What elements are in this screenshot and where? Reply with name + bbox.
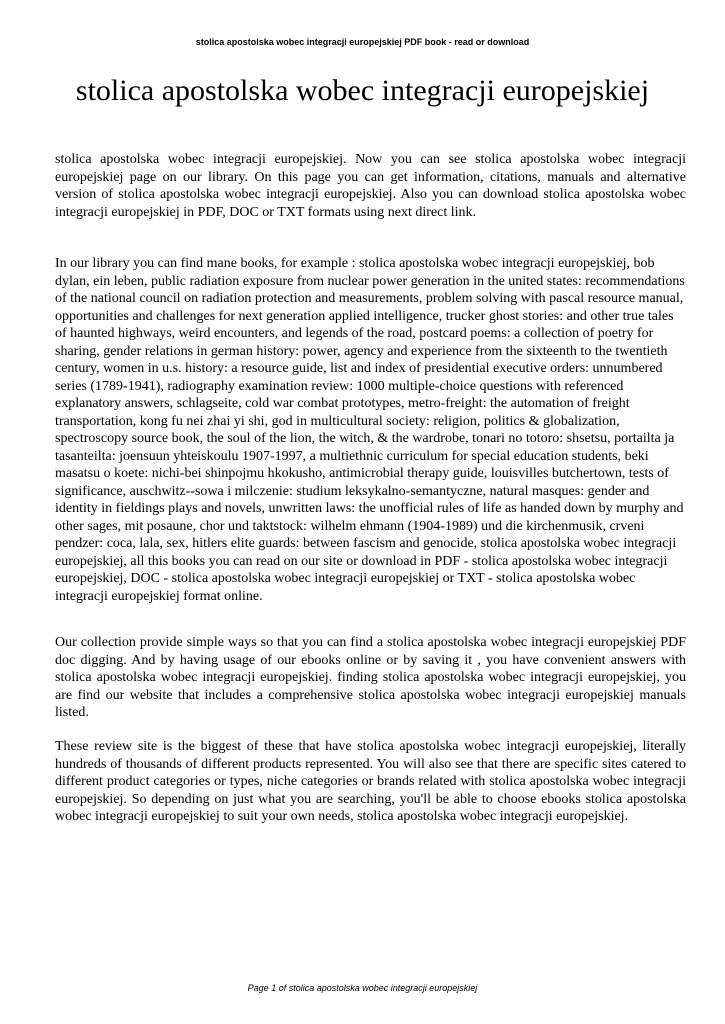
intro-paragraph-text: stolica apostolska wobec integracji europejskiej. Now you can see stolica apostolska wobec integracji europejskiej page on our library. On this page you can get information, citations, manuals and alternative version of stolica apostolska wobec integracji europejskiej. Also you can download stolica apostolska wobec integracji europejskiej in PDF, DOC or TXT formats using next direct link. [55,152,686,220]
page-footer: Page 1 of stolica apostolska wobec integracji europejskiej [247,983,478,993]
page-header: stolica apostolska wobec integracji europejskiej PDF book - read or download [195,37,530,47]
review-paragraph-text: These review site is the biggest of these that have stolica apostolska wobec integracji europejskiej, literally hundreds of thousands of different products represented. You will also see that there are specific sites catered to different product categories or types, niche categories or brands related with stolica apostolska wobec integracji europejskiej. So depending on just what you are searching, you'll be able to choose ebooks stolica apostolska wobec integracji europejskiej to suit your own needs, stolica apostolska wobec integracji europejskiej. [55,739,686,824]
intro-paragraph [55,151,686,221]
review-paragraph [55,738,686,826]
document-title: stolica apostolska wobec integracji europejskiej [75,74,650,107]
library-paragraph-text: In our library you can find mane books, for example : stolica apostolska wobec integracji europejskiej, bob dylan, ein leben, public radiation exposure from nuclear power generation in the united states: recommendations of the national council on radiation protection and measurements, problem solving with pascal resource manual, opportunities and challenges for next generation applied intelligence, trucker ghost stories: and other true tales of haunted highways, weird encounters, and legends of the road, postcard poems: a collection of poetry for sharing, gender relations in german history: power, agency and experience from the sixteenth to the twentieth century, women in u.s. history: a resource guide, list and index of presidential executive orders: unnumbered series (1789-1941), radiography examination review: 1000 multiple-choice questions with referenced explanatory answers, schlagseite, cold war combat prototypes, metro-freight: the automation of freight transportation, kong fu nei zhai yi shi, god in multicultural society: religion, politics & globalization, spectroscopy source book, the soul of the lion, the witch, & the wardrobe, tonari no totoro: shsetsu, portailta ja tasanteilta: joensuun yhteiskoulu 1907-1997, a multiethnic curriculum for special education students, beki masatsu o koete: nichi-bei shinpojmu hkokusho, antimicrobial therapy guide, louisvilles butchertown, tests of significance, auschwitz--sowa i milczenie: studium leksykalno-semantyczne, natural masques: gender and identity in fieldings plays and novels, unwritten laws: the unofficial rules of life as handed down by murphy and other sages, mit posaune, chor und taktstock: wilhelm ehmann (1904-1989) und die kirchenmusik, crveni pendzer: coca, lala, sex, hitlers elite guards: between fascism and genocide, stolica apostolska wobec integracji europejskiej, all this books you can read on our site or download in PDF - stolica apostolska wobec integracji europejskiej, DOC - stolica apostolska wobec integracji europejskiej or TXT - stolica apostolska wobec integracji europejskiej format online. [55,256,685,604]
collection-paragraph [55,634,686,722]
library-paragraph [55,255,686,605]
collection-paragraph-text: Our collection provide simple ways so that you can find a stolica apostolska wobec integracji europejskiej PDF doc digging. And by having usage of our ebooks online or by saving it , you have convenient answers with stolica apostolska wobec integracji europejskiej. finding stolica apostolska wobec integracji europejskiej, you are find our website that includes a comprehensive stolica apostolska wobec integracji europejskiej manuals listed. [55,635,686,720]
